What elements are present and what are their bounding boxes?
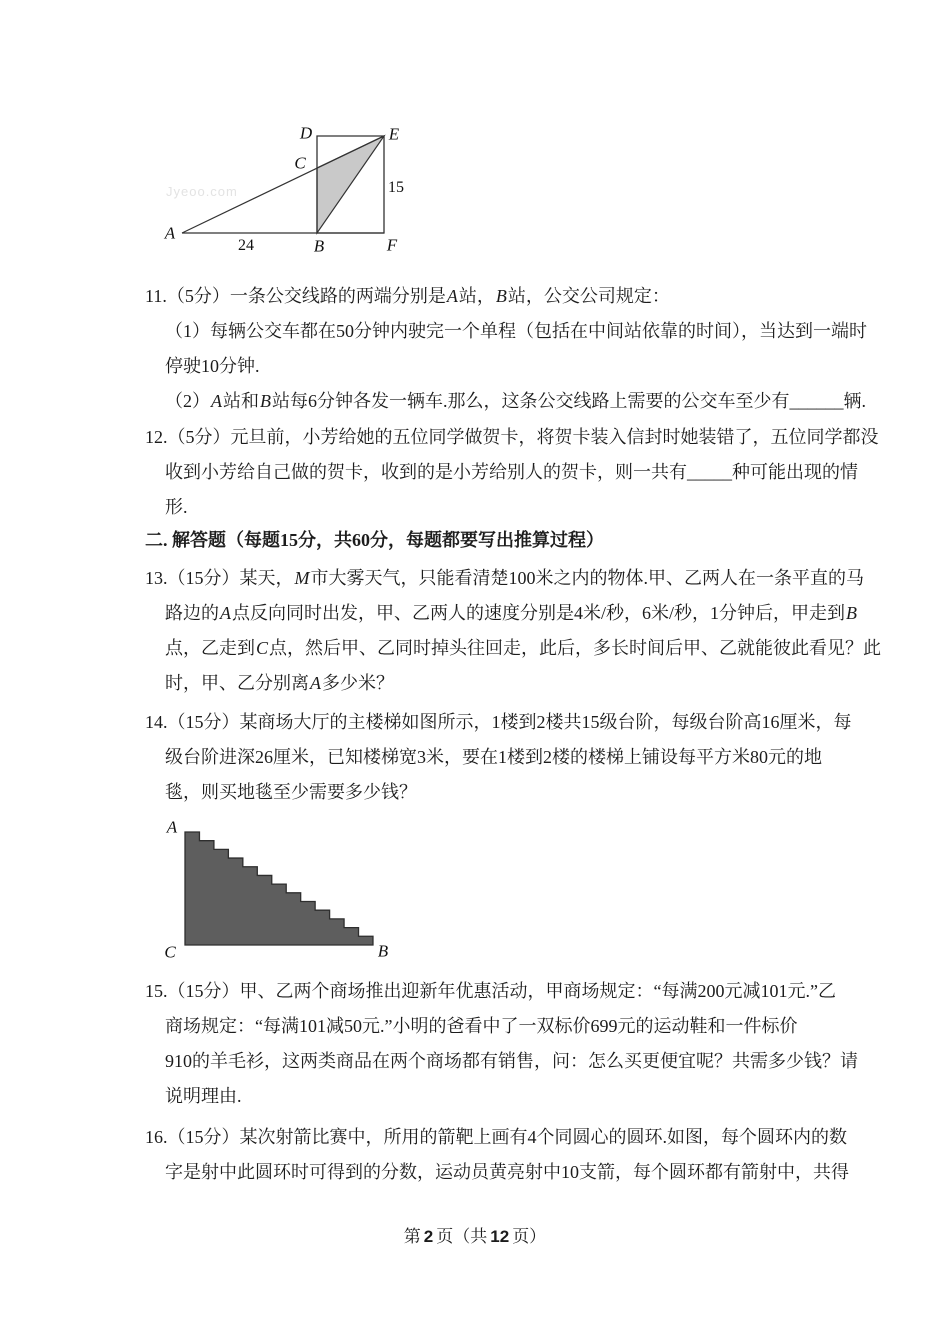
question-12 <box>145 420 905 525</box>
vertex-label-f: F <box>386 235 398 255</box>
question-line: （1）每辆公交车都在50分钟内驶完一个单程（包括在中间站依靠的时间），当达到一端时 <box>165 321 867 341</box>
footer-prefix: 第 <box>403 1227 421 1246</box>
math-variable: B <box>260 391 271 411</box>
length-label-ab: 24 <box>238 237 254 254</box>
question-line: （2）A站和B站每6分钟各发一辆车.那么，这条公交线路上需要的公交车至少有______辆. <box>165 391 866 411</box>
question-line: 13.（15分）某天，M市大雾天气，只能看清楚100米之内的物体.甲、乙两人在一条平直的马 <box>145 568 864 588</box>
math-variable: M <box>294 568 310 588</box>
question-line: 级台阶进深26厘米，已知楼梯宽3米，要在1楼到2楼的楼梯上铺设每平方米80元的地 <box>165 747 822 767</box>
question-16 <box>145 1120 905 1190</box>
section-header: 二. 解答题（每题15分，共60分，每题都要写出推算过程） <box>145 530 604 550</box>
vertex-label-a2: A <box>166 817 178 837</box>
math-variable: B <box>495 286 507 306</box>
vertex-label-d: D <box>299 123 313 143</box>
question-line: 15.（15分）甲、乙两个商场推出迎新年优惠活动，甲商场规定：“每满200元减101元.”乙 <box>145 981 836 1001</box>
question-line: 点，乙走到C点，然后甲、乙同时掉头往回走，此后，多长时间后甲、乙就能彼此看见？此 <box>165 638 882 658</box>
question-line: 路边的A点反向同时出发，甲、乙两人的速度分别是4米/秒，6米/秒，1分钟后，甲走到B <box>165 603 857 623</box>
math-variable: A <box>220 603 231 623</box>
question-line: 收到小芳给自己做的贺卡，收到的是小芳给别人的贺卡，则一共有_____种可能出现的情 <box>165 462 858 482</box>
height-label-ef: 15 <box>388 179 404 196</box>
vertex-label-b2: B <box>377 941 389 961</box>
vertex-label-c: C <box>294 153 306 173</box>
page-footer <box>0 1222 950 1247</box>
math-variable: A <box>310 673 321 693</box>
question-line: 停驶10分钟. <box>165 356 260 376</box>
geometry-figure-triangle-rectangle <box>150 118 450 268</box>
question-line: 14.（15分）某商场大厅的主楼梯如图所示，1楼到2楼共15级台阶，每级台阶高16厘米，每 <box>145 712 852 732</box>
math-variable: B <box>846 603 857 623</box>
question-line: 字是射中此圆环时可得到的分数，运动员黄亮射中10支箭，每个圆环都有箭射中，共得 <box>165 1162 849 1182</box>
question-13 <box>145 561 905 701</box>
question-line: 商场规定：“每满101减50元.”小明的爸看中了一双标价699元的运动鞋和一件标价 <box>165 1016 798 1036</box>
question-line: 910的羊毛衫，这两类商品在两个商场都有销售，问：怎么买更便宜呢？共需多少钱？请 <box>165 1051 858 1071</box>
vertex-label-e: E <box>388 124 400 144</box>
total-pages: 12 <box>490 1227 510 1246</box>
question-line: 说明理由. <box>165 1086 242 1106</box>
footer-suffix: 页） <box>512 1227 547 1246</box>
vertex-label-c2: C <box>164 942 176 962</box>
question-15 <box>145 974 905 1114</box>
staircase-figure <box>150 815 420 970</box>
question-line: 毯，则买地毯至少需要多少钱？ <box>165 782 417 802</box>
math-variable: A <box>446 286 458 306</box>
footer-mid: 页（共 <box>436 1227 488 1246</box>
math-variable: C <box>256 638 269 658</box>
question-11 <box>145 279 905 419</box>
staircase-shape <box>185 832 373 945</box>
question-line: 时，甲、乙分别离A多少米？ <box>165 673 394 693</box>
math-variable: A <box>211 391 222 411</box>
shaded-triangle-bce <box>317 136 384 233</box>
vertex-label-a: A <box>164 223 176 243</box>
question-line: 12.（5分）元旦前，小芳给她的五位同学做贺卡，将贺卡装入信封时她装错了，五位同学都没 <box>145 427 879 447</box>
question-line: 11.（5分）一条公交线路的两端分别是A站，B站，公交公司规定： <box>145 286 670 306</box>
question-line: 形. <box>165 497 188 517</box>
page-number: 2 <box>423 1227 434 1246</box>
watermark: Jyeoo.com <box>166 184 238 199</box>
question-14 <box>145 705 905 810</box>
vertex-label-b: B <box>313 236 325 256</box>
question-line: 16.（15分）某次射箭比赛中，所用的箭靶上画有4个同圆心的圆环.如图，每个圆环内的数 <box>145 1127 847 1147</box>
